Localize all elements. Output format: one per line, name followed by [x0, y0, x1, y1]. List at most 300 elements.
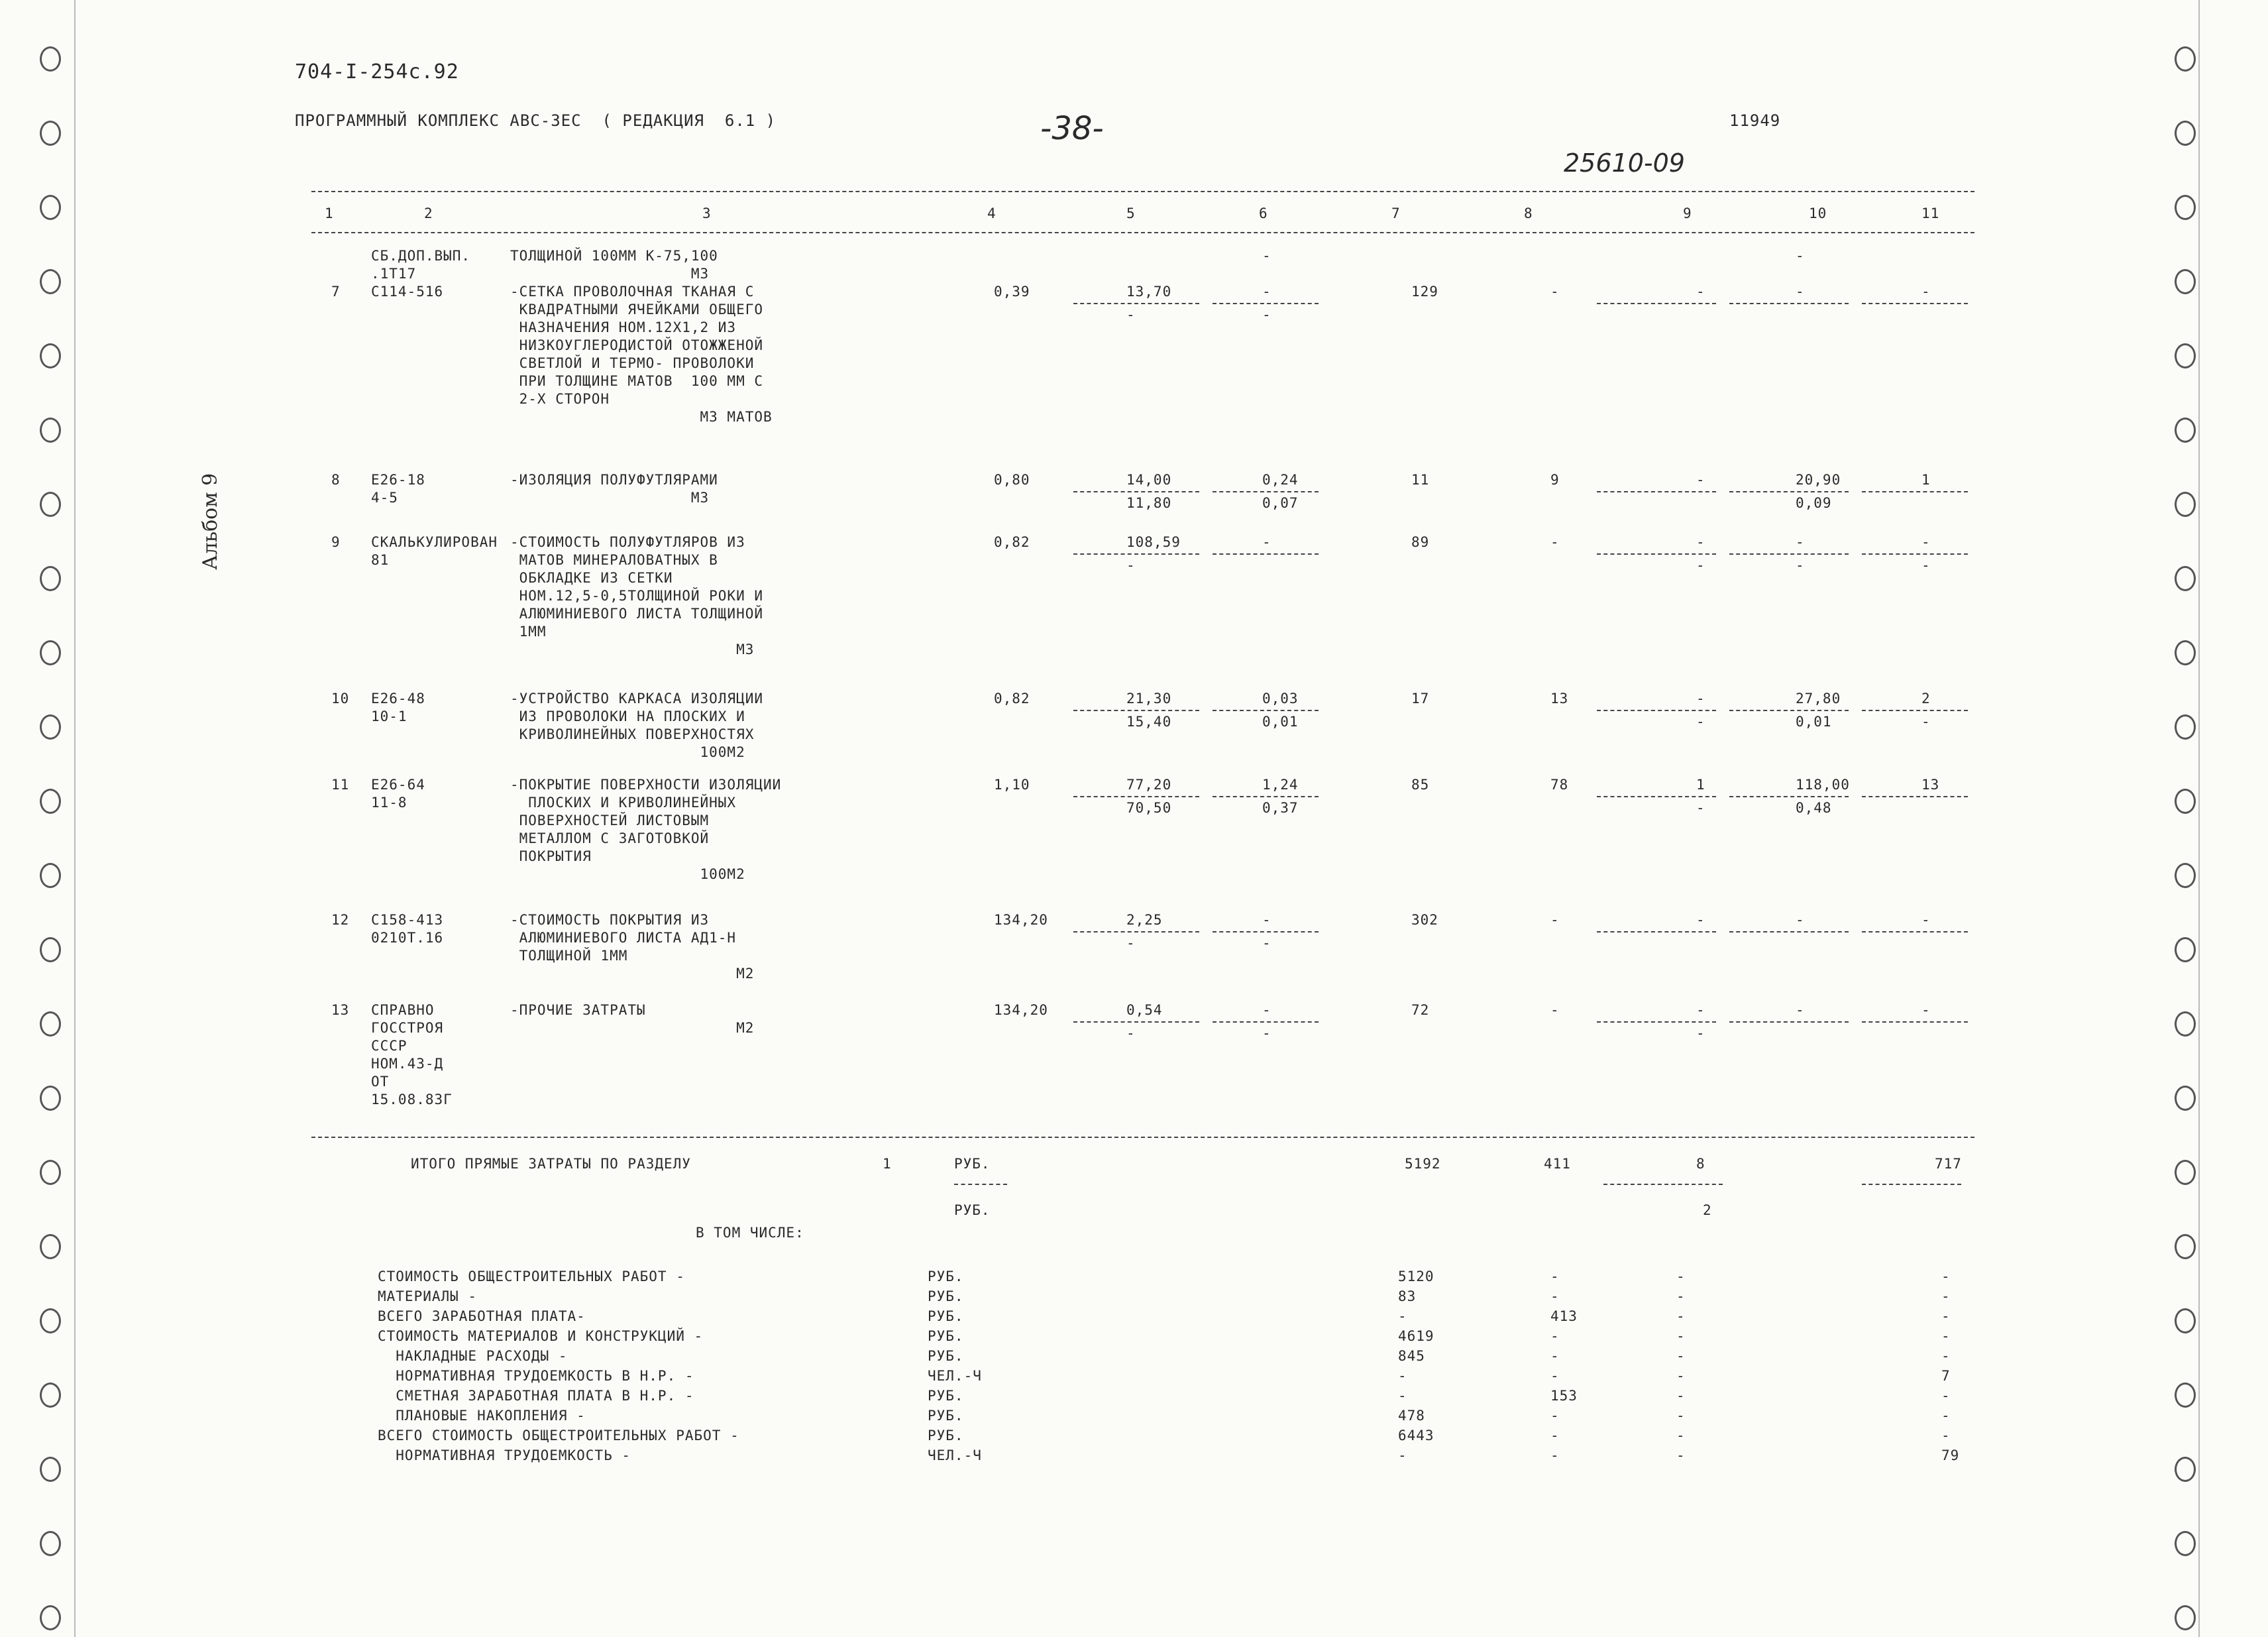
summary-label: ВСЕГО СТОИМОСТЬ ОБЩЕСТРОИТЕЛЬНЫХ РАБОТ -	[378, 1428, 739, 1443]
summary-label: МАТЕРИАЛЫ -	[378, 1288, 478, 1304]
cell-value-lower: 0,01	[1262, 714, 1299, 730]
cell-rule	[1862, 491, 1968, 492]
cell-value: 1,24	[1262, 777, 1299, 793]
row-code: Е26-64	[371, 777, 425, 793]
summary-label: НОРМАТИВНАЯ ТРУДОЕМКОСТЬ В Н.Р. -	[378, 1368, 694, 1384]
header-rule-top	[311, 191, 1974, 192]
feed-hole-left	[40, 1383, 61, 1408]
cell-value-lower: -	[1126, 935, 1136, 951]
summary-c7: -	[1398, 1388, 1407, 1404]
column-number: 7	[1391, 205, 1401, 221]
summary-c8: -	[1550, 1408, 1560, 1424]
cell-rule	[1073, 491, 1199, 492]
itogo-unit: РУБ.	[954, 1156, 991, 1172]
cell-value: 17	[1411, 691, 1430, 706]
row-description: МАТОВ МИНЕРАЛОВАТНЫХ В	[510, 552, 718, 568]
row-code: Е26-18	[371, 472, 425, 488]
feed-hole-right	[2175, 1457, 2196, 1482]
summary-c9: -	[1676, 1288, 1686, 1304]
cell-value: 0,80	[994, 472, 1030, 488]
summary-c7: 4619	[1398, 1328, 1434, 1344]
row-description: СВЕТЛОЙ И ТЕРМО- ПРОВОЛОКИ	[510, 355, 755, 371]
cell-value: -	[1262, 534, 1271, 550]
row-description: ПОВЕРХНОСТЕЙ ЛИСТОВЫМ	[510, 813, 710, 828]
cell-value: -	[1921, 912, 1931, 928]
row-code: 10-1	[371, 708, 407, 724]
row-number: 10	[331, 691, 350, 706]
cell-value: 134,20	[994, 912, 1048, 928]
feed-hole-left	[40, 46, 61, 72]
cell-value: -	[1696, 284, 1705, 300]
summary-c9: -	[1676, 1269, 1686, 1284]
cell-rule	[1862, 710, 1968, 711]
row-description: -ИЗОЛЯЦИЯ ПОЛУФУТЛЯРАМИ	[510, 472, 718, 488]
row-description: -ПОКРЫТИЕ ПОВЕРХНОСТИ ИЗОЛЯЦИИ	[510, 777, 782, 793]
feed-hole-right	[2175, 789, 2196, 814]
summary-c11: -	[1941, 1408, 1951, 1424]
feed-hole-right	[2175, 343, 2196, 368]
cell-value: 2,25	[1126, 912, 1163, 928]
itogo-c7: 5192	[1405, 1156, 1441, 1172]
feed-hole-right	[2175, 1605, 2196, 1630]
summary-c8: -	[1550, 1288, 1560, 1304]
cell-value: -	[1921, 534, 1931, 550]
summary-c8: -	[1550, 1348, 1560, 1364]
column-number: 4	[987, 205, 997, 221]
row-description: ПОКРЫТИЯ	[510, 848, 592, 864]
summary-c9: -	[1676, 1328, 1686, 1344]
summary-c9: -	[1676, 1388, 1686, 1404]
summary-label: ВСЕГО ЗАРАБОТНАЯ ПЛАТА-	[378, 1308, 586, 1324]
row-description: ПРИ ТОЛЩИНЕ МАТОВ 100 ММ С	[510, 373, 764, 389]
feed-hole-right	[2175, 1531, 2196, 1556]
summary-c7: 5120	[1398, 1269, 1434, 1284]
cell-value: 108,59	[1126, 534, 1181, 550]
itogo-c11: 717	[1935, 1156, 1962, 1172]
summary-label: СТОИМОСТЬ ОБЩЕСТРОИТЕЛЬНЫХ РАБОТ -	[378, 1269, 685, 1284]
summary-c9: -	[1676, 1428, 1686, 1443]
summary-unit: РУБ.	[928, 1328, 964, 1344]
cell-rule	[1729, 303, 1849, 304]
feed-hole-right	[2175, 714, 2196, 740]
itogo-unit-2: РУБ.	[954, 1202, 991, 1218]
summary-c7: 6443	[1398, 1428, 1434, 1443]
row-description: М2	[510, 966, 755, 982]
row-description: М3 МАТОВ	[510, 409, 773, 425]
row-description: М2	[510, 1020, 755, 1036]
column-number: 8	[1524, 205, 1533, 221]
summary-c11: -	[1941, 1269, 1951, 1284]
cell-rule	[1597, 931, 1716, 932]
summary-c8: 413	[1550, 1308, 1578, 1324]
summary-unit: РУБ.	[928, 1308, 964, 1324]
itogo-c9: 8	[1696, 1156, 1705, 1172]
summary-c8: -	[1550, 1269, 1560, 1284]
cell-value-lower: 0,07	[1262, 495, 1299, 511]
feed-hole-right	[2175, 1383, 2196, 1408]
cell-value: -	[1696, 534, 1705, 550]
cell-value: 89	[1411, 534, 1430, 550]
cell-value-lower: 70,50	[1126, 800, 1172, 816]
cell-rule	[1213, 931, 1319, 932]
row-description: ИЗ ПРОВОЛОКИ НА ПЛОСКИХ И	[510, 708, 745, 724]
summary-c11: -	[1941, 1388, 1951, 1404]
row-number: 7	[331, 284, 341, 300]
cell-value: -	[1921, 1002, 1931, 1018]
cell-value: 14,00	[1126, 472, 1172, 488]
summary-c11: -	[1941, 1348, 1951, 1364]
summary-c9: -	[1676, 1308, 1686, 1324]
cell-value-lower: -	[1921, 714, 1931, 730]
feed-hole-left	[40, 1531, 61, 1556]
cell-rule	[1729, 1021, 1849, 1023]
cell-rule	[1213, 303, 1319, 304]
cell-value: 13	[1550, 691, 1569, 706]
feed-hole-right	[2175, 46, 2196, 72]
summary-c9: -	[1676, 1348, 1686, 1364]
cell-value: 1	[1696, 777, 1705, 793]
feed-hole-right	[2175, 418, 2196, 443]
summary-c9: -	[1676, 1408, 1686, 1424]
summary-c11: -	[1941, 1288, 1951, 1304]
summary-c9: -	[1676, 1447, 1686, 1463]
column-number: 3	[702, 205, 712, 221]
cell-rule	[1073, 553, 1199, 555]
row-description: ПЛОСКИХ И КРИВОЛИНЕЙНЫХ	[510, 795, 737, 811]
summary-c8: 153	[1550, 1388, 1578, 1404]
column-number: 6	[1259, 205, 1268, 221]
header-rule-bottom	[311, 232, 1974, 233]
row-description: КРИВОЛИНЕЙНЫХ ПОВЕРХНОСТЯХ	[510, 726, 755, 742]
cell-value-lower: 0,48	[1796, 800, 1832, 816]
summary-c7: -	[1398, 1447, 1407, 1463]
cell-value: 2	[1921, 691, 1931, 706]
itogo-rule	[1603, 1184, 1723, 1185]
row-description: ТОЛЩИНОЙ 1ММ	[510, 948, 628, 964]
row-description: НАЗНАЧЕНИЯ НОМ.12Х1,2 ИЗ	[510, 319, 737, 335]
feed-hole-left	[40, 1160, 61, 1185]
itogo-label: ИТОГО ПРЯМЫЕ ЗАТРАТЫ ПО РАЗДЕЛУ	[411, 1156, 691, 1172]
feed-hole-left	[40, 640, 61, 665]
summary-unit: РУБ.	[928, 1428, 964, 1443]
v-tom-chisle: В ТОМ ЧИСЛЕ:	[696, 1225, 804, 1241]
feed-hole-left	[40, 343, 61, 368]
row-description: -УСТРОЙСТВО КАРКАСА ИЗОЛЯЦИИ	[510, 691, 764, 706]
cell-rule	[1597, 491, 1716, 492]
cell-value: -	[1550, 1002, 1560, 1018]
feed-hole-left	[40, 1457, 61, 1482]
summary-c11: -	[1941, 1328, 1951, 1344]
cell-rule	[1862, 303, 1968, 304]
row-code: 4-5	[371, 490, 398, 506]
cell-value-lower: 15,40	[1126, 714, 1172, 730]
cell-value: 118,00	[1796, 777, 1850, 793]
itogo-rule	[1862, 1184, 1961, 1185]
cell-value: -	[1550, 284, 1560, 300]
cell-value-lower: -	[1696, 800, 1705, 816]
cell-rule	[1073, 931, 1199, 932]
summary-label: НАКЛАДНЫЕ РАСХОДЫ -	[378, 1348, 568, 1364]
feed-hole-left	[40, 1086, 61, 1111]
row-description: М3	[510, 266, 710, 282]
column-number: 2	[424, 205, 433, 221]
row-code: СПРАВНО	[371, 1002, 435, 1018]
cell-value: 129	[1411, 284, 1438, 300]
feed-hole-right	[2175, 566, 2196, 591]
cell-value: 27,80	[1796, 691, 1841, 706]
feed-hole-left	[40, 1605, 61, 1630]
cell-value-lower: -	[1126, 1025, 1136, 1041]
cell-value-lower: -	[1262, 935, 1271, 951]
feed-hole-right	[2175, 1086, 2196, 1111]
summary-unit: РУБ.	[928, 1408, 964, 1424]
cell-value: -	[1262, 912, 1271, 928]
cell-rule	[1213, 553, 1319, 555]
column-number: 9	[1683, 205, 1692, 221]
cell-value: 78	[1550, 777, 1569, 793]
cell-rule	[1729, 553, 1849, 555]
cell-value-lower: -	[1126, 307, 1136, 323]
cell-value: 1,10	[994, 777, 1030, 793]
row-description: НИЗКОУГЛЕРОДИСТОЙ ОТОЖЖЕНОЙ	[510, 337, 764, 353]
cell-rule	[1729, 931, 1849, 932]
cell-value: 9	[1550, 472, 1560, 488]
row-code: ГОССТРОЯ	[371, 1020, 444, 1036]
cell-value-lower: -	[1696, 714, 1705, 730]
feed-hole-left	[40, 1234, 61, 1259]
row-description: 1ММ	[510, 624, 547, 640]
cell-value: 0,03	[1262, 691, 1299, 706]
row-description: АЛЮМИНИЕВОГО ЛИСТА ТОЛЩИНОЙ	[510, 606, 764, 622]
cell-value: 134,20	[994, 1002, 1048, 1018]
row-code: ОТ	[371, 1074, 390, 1090]
row-description: -СЕТКА ПРОВОЛОЧНАЯ ТКАНАЯ С	[510, 284, 755, 300]
summary-c7: 83	[1398, 1288, 1417, 1304]
feed-strip-left-edge	[74, 0, 76, 1637]
cell-value: -	[1262, 248, 1271, 264]
itogo-rule	[954, 1184, 1007, 1185]
row-description: 100М2	[510, 866, 745, 882]
column-number: 1	[325, 205, 334, 221]
cell-value: -	[1550, 534, 1560, 550]
cell-rule	[1597, 303, 1716, 304]
cell-rule	[1597, 553, 1716, 555]
summary-c11: -	[1941, 1308, 1951, 1324]
cell-rule	[1729, 796, 1849, 797]
doc-code: 704-I-254c.92	[295, 60, 459, 84]
row-description: -СТОИМОСТЬ ПОКРЫТИЯ ИЗ	[510, 912, 710, 928]
cell-value: 85	[1411, 777, 1430, 793]
number-right: 11949	[1729, 111, 1781, 130]
column-number: 11	[1921, 205, 1940, 221]
feed-hole-right	[2175, 1011, 2196, 1037]
summary-c8: -	[1550, 1328, 1560, 1344]
row-number: 8	[331, 472, 341, 488]
row-code: С114-516	[371, 284, 444, 300]
itogo-section: 1	[883, 1156, 892, 1172]
feed-hole-left	[40, 714, 61, 740]
cell-value-lower: -	[1696, 1025, 1705, 1041]
row-code: 11-8	[371, 795, 407, 811]
cell-value: 20,90	[1796, 472, 1841, 488]
summary-c11: 79	[1941, 1447, 1960, 1463]
cell-value: 21,30	[1126, 691, 1172, 706]
cell-value: 0,39	[994, 284, 1030, 300]
row-description: М3	[510, 490, 710, 506]
feed-strip-right-edge	[2198, 0, 2200, 1637]
handwritten-code: 25610-09	[1564, 148, 1685, 178]
feed-hole-left	[40, 121, 61, 146]
feed-hole-right	[2175, 640, 2196, 665]
cell-rule	[1213, 491, 1319, 492]
summary-label: СМЕТНАЯ ЗАРАБОТНАЯ ПЛАТА В Н.Р. -	[378, 1388, 694, 1404]
row-code: 15.08.83Г	[371, 1092, 453, 1107]
feed-hole-left	[40, 418, 61, 443]
cell-rule	[1862, 553, 1968, 555]
cell-value-lower: 0,09	[1796, 495, 1832, 511]
cell-value: 13,70	[1126, 284, 1172, 300]
cell-rule	[1073, 796, 1199, 797]
cell-value: -	[1262, 1002, 1271, 1018]
album-label: Альбом 9	[199, 473, 222, 570]
row-description: М3	[510, 642, 755, 657]
row-description: -СТОИМОСТЬ ПОЛУФУТЛЯРОВ ИЗ	[510, 534, 745, 550]
itogo-c9b: 2	[1703, 1202, 1712, 1218]
column-number: 10	[1809, 205, 1827, 221]
row-number: 11	[331, 777, 350, 793]
summary-c11: 7	[1941, 1368, 1951, 1384]
row-description: 2-Х СТОРОН	[510, 391, 610, 407]
cell-rule	[1597, 1021, 1716, 1023]
summary-c11: -	[1941, 1428, 1951, 1443]
cell-value: -	[1796, 248, 1805, 264]
row-code: СБ.ДОП.ВЫП.	[371, 248, 471, 264]
itogo-c8: 411	[1544, 1156, 1571, 1172]
cell-rule	[1073, 710, 1199, 711]
cell-rule	[1729, 491, 1849, 492]
row-code: СССР	[371, 1038, 407, 1054]
row-description: ОБКЛАДКЕ ИЗ СЕТКИ	[510, 570, 673, 586]
summary-c7: 845	[1398, 1348, 1425, 1364]
cell-value: 0,24	[1262, 472, 1299, 488]
cell-value: -	[1796, 284, 1805, 300]
summary-c8: -	[1550, 1368, 1560, 1384]
cell-rule	[1597, 796, 1716, 797]
row-description: -ПРОЧИЕ ЗАТРАТЫ	[510, 1002, 646, 1018]
cell-value: 11	[1411, 472, 1430, 488]
cell-value-lower: -	[1126, 557, 1136, 573]
cell-rule	[1862, 1021, 1968, 1023]
feed-hole-right	[2175, 937, 2196, 962]
cell-value: 13	[1921, 777, 1940, 793]
summary-label: СТОИМОСТЬ МАТЕРИАЛОВ И КОНСТРУКЦИЙ -	[378, 1328, 704, 1344]
summary-c7: 478	[1398, 1408, 1425, 1424]
page-number: -38-	[1040, 110, 1104, 147]
summary-unit: ЧЕЛ.-Ч	[928, 1447, 982, 1463]
cell-value: 1	[1921, 472, 1931, 488]
feed-hole-left	[40, 1011, 61, 1037]
feed-hole-left	[40, 937, 61, 962]
summary-c7: -	[1398, 1308, 1407, 1324]
feed-hole-left	[40, 789, 61, 814]
summary-label: ПЛАНОВЫЕ НАКОПЛЕНИЯ -	[378, 1408, 586, 1424]
cell-value: -	[1696, 1002, 1705, 1018]
feed-hole-right	[2175, 863, 2196, 888]
cell-rule	[1597, 710, 1716, 711]
row-code: СКАЛЬКУЛИРОВАН	[371, 534, 498, 550]
cell-rule	[1073, 303, 1199, 304]
cell-value: -	[1796, 534, 1805, 550]
row-description: АЛЮМИНИЕВОГО ЛИСТА АД1-Н	[510, 930, 737, 946]
summary-unit: РУБ.	[928, 1388, 964, 1404]
cell-rule	[1213, 1021, 1319, 1023]
cell-rule	[1862, 796, 1968, 797]
cell-value: 77,20	[1126, 777, 1172, 793]
row-number: 9	[331, 534, 341, 550]
row-code: .1Т17	[371, 266, 417, 282]
feed-hole-left	[40, 492, 61, 517]
row-number: 13	[331, 1002, 350, 1018]
feed-hole-right	[2175, 1308, 2196, 1333]
summary-c7: -	[1398, 1368, 1407, 1384]
cell-value-lower: -	[1921, 557, 1931, 573]
feed-hole-right	[2175, 195, 2196, 220]
cell-rule	[1862, 931, 1968, 932]
feed-hole-left	[40, 269, 61, 294]
cell-value: 0,82	[994, 691, 1030, 706]
feed-hole-left	[40, 566, 61, 591]
cell-value: -	[1796, 1002, 1805, 1018]
summary-unit: ЧЕЛ.-Ч	[928, 1368, 982, 1384]
row-code: 81	[371, 552, 390, 568]
summary-unit: РУБ.	[928, 1269, 964, 1284]
row-description: НОМ.12,5-0,5ТОЛЩИНОЙ РОКИ И	[510, 588, 764, 604]
row-code: Е26-48	[371, 691, 425, 706]
feed-hole-left	[40, 1308, 61, 1333]
summary-c8: -	[1550, 1428, 1560, 1443]
summary-c9: -	[1676, 1368, 1686, 1384]
feed-hole-right	[2175, 269, 2196, 294]
program-title: ПРОГРАММНЫЙ КОМПЛЕКС АВС-3ЕС ( РЕДАКЦИЯ 6.1 )	[295, 111, 777, 130]
feed-hole-left	[40, 195, 61, 220]
feed-hole-left	[40, 863, 61, 888]
cell-rule	[311, 1137, 1974, 1138]
feed-hole-right	[2175, 1160, 2196, 1185]
summary-unit: РУБ.	[928, 1288, 964, 1304]
cell-value-lower: 11,80	[1126, 495, 1172, 511]
row-number: 12	[331, 912, 350, 928]
cell-value: 72	[1411, 1002, 1430, 1018]
feed-hole-right	[2175, 492, 2196, 517]
cell-value: 302	[1411, 912, 1438, 928]
row-code: С158-413	[371, 912, 444, 928]
row-description: МЕТАЛЛОМ С ЗАГОТОВКОЙ	[510, 830, 710, 846]
row-description: КВАДРАТНЫМИ ЯЧЕЙКАМИ ОБЩЕГО	[510, 302, 764, 317]
summary-label: НОРМАТИВНАЯ ТРУДОЕМКОСТЬ -	[378, 1447, 631, 1463]
cell-value-lower: -	[1696, 557, 1705, 573]
summary-c8: -	[1550, 1447, 1560, 1463]
cell-value-lower: -	[1796, 557, 1805, 573]
cell-value: -	[1921, 284, 1931, 300]
cell-value: -	[1796, 912, 1805, 928]
feed-hole-right	[2175, 1234, 2196, 1259]
cell-value: 0,82	[994, 534, 1030, 550]
cell-value: 0,54	[1126, 1002, 1163, 1018]
cell-rule	[1073, 1021, 1199, 1023]
cell-value-lower: 0,37	[1262, 800, 1299, 816]
cell-rule	[1729, 710, 1849, 711]
row-code: НОМ.43-Д	[371, 1056, 444, 1072]
